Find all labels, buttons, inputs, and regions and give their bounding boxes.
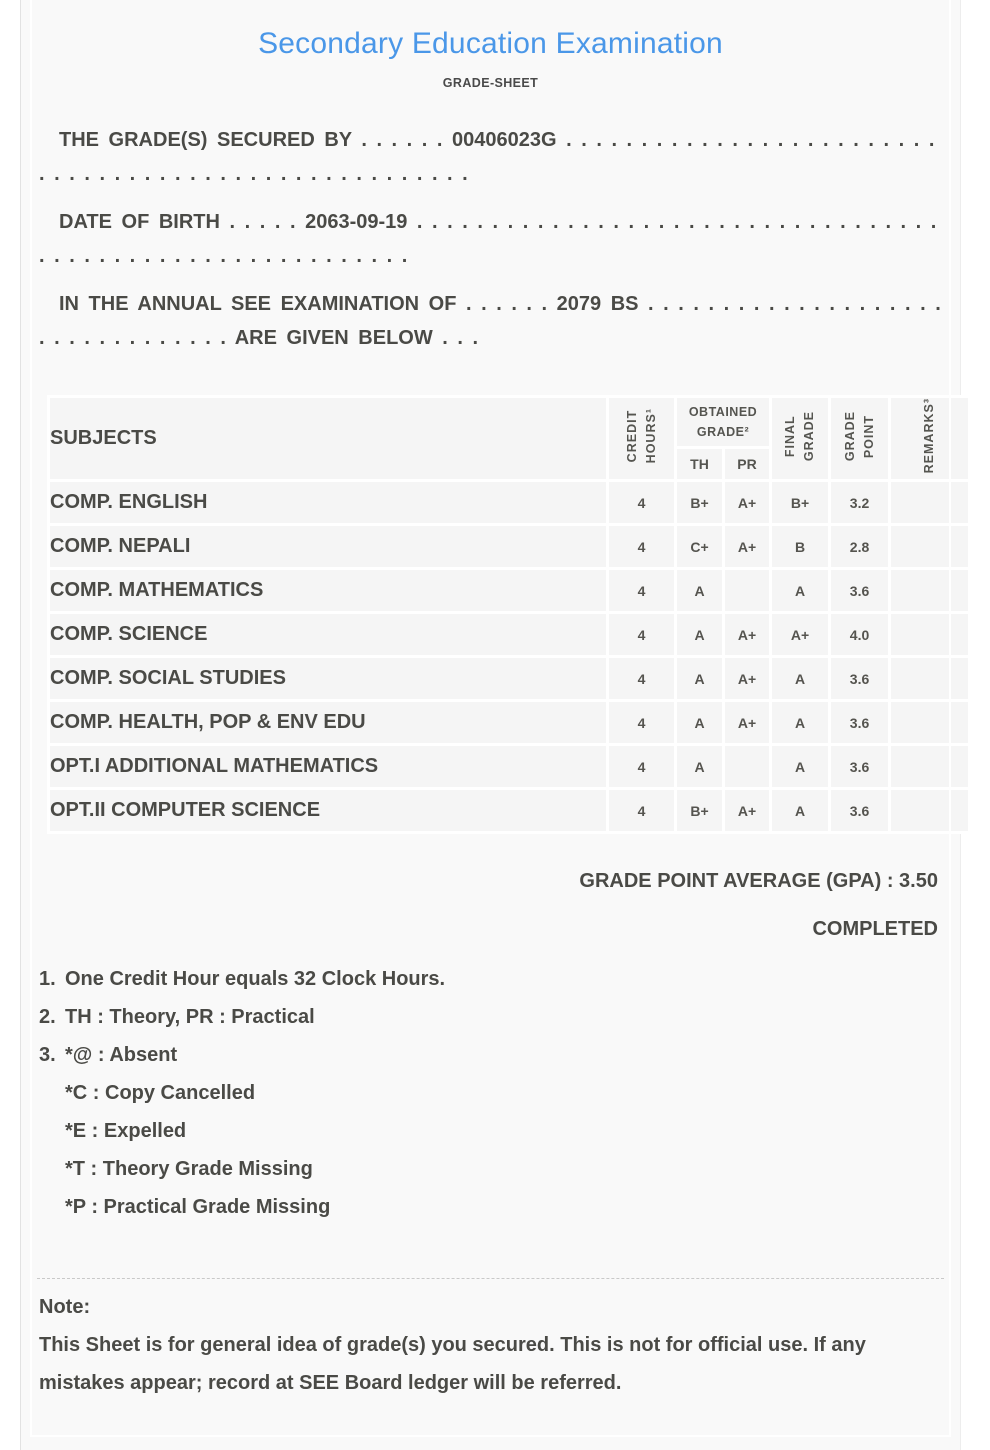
table-row (50, 482, 968, 523)
column-header-subjects: SUBJECTS (50, 398, 606, 479)
footnote-line (39, 1074, 944, 1112)
credit-hours-cell: 4 (609, 482, 674, 523)
practical-grade-cell (725, 570, 769, 611)
footnote-text: *P : Practical Grade Missing (65, 1196, 331, 1218)
column-header-theory: TH (677, 449, 722, 479)
final-grade-cell: A (772, 658, 828, 699)
practical-grade-cell: A+ (725, 482, 769, 523)
footnote-line (39, 998, 944, 1036)
footnote-text: One Credit Hour equals 32 Clock Hours. (65, 968, 446, 990)
final-grade-cell: A+ (772, 614, 828, 655)
footnote-number: 1. (39, 968, 56, 990)
credit-hours-label: CREDIT HOURS¹ (624, 408, 658, 464)
remarks-cell (891, 570, 968, 611)
final-grade-cell: A (772, 570, 828, 611)
footnotes (37, 960, 944, 1226)
final-grade-label: FINAL GRADE (783, 410, 817, 462)
remarks-cell (891, 526, 968, 567)
theory-grade-cell: A (677, 658, 722, 699)
subject-cell: COMP. ENGLISH (50, 482, 606, 523)
grade-point-cell: 3.6 (831, 702, 888, 743)
column-header-obtained-grade: OBTAINED GRADE² (677, 398, 769, 446)
footnote-number: 3. (39, 1044, 56, 1066)
credit-hours-cell: 4 (609, 702, 674, 743)
sheet-subtitle: GRADE-SHEET (442, 76, 539, 90)
column-header-grade-point (831, 398, 888, 479)
footnote-text: *T : Theory Grade Missing (65, 1158, 313, 1180)
footnote-text: *@ : Absent (65, 1044, 178, 1066)
table-row (50, 658, 968, 699)
footnote-text: *C : Copy Cancelled (65, 1082, 256, 1104)
final-grade-cell: A (772, 790, 828, 831)
theory-grade-cell: A (677, 702, 722, 743)
practical-grade-cell: A+ (725, 526, 769, 567)
subject-cell: OPT.II COMPUTER SCIENCE (50, 790, 606, 831)
table-row (50, 790, 968, 831)
footnote-line (39, 1150, 944, 1188)
note-heading: Note: (39, 1296, 91, 1318)
remarks-cell (891, 702, 968, 743)
footnote-text: *E : Expelled (65, 1120, 187, 1142)
examination-statement: IN THE ANNUAL SEE EXAMINATION OF . . . . . . 2079 BS . . . . . . . . . . . . . . . . . . . . . . . . . . . . . . . . . ARE GIVEN BELOW . . . (39, 293, 941, 349)
credit-hours-cell: 4 (609, 526, 674, 567)
grade-point-cell: 3.2 (831, 482, 888, 523)
remarks-cell (891, 790, 968, 831)
subject-cell: COMP. HEALTH, POP & ENV EDU (50, 702, 606, 743)
practical-grade-cell: A+ (725, 614, 769, 655)
subject-cell: COMP. MATHEMATICS (50, 570, 606, 611)
table-row (50, 526, 968, 567)
grade-point-cell: 3.6 (831, 746, 888, 787)
footnote-line (39, 1036, 944, 1074)
column-header-remarks (891, 398, 968, 479)
theory-grade-cell: C+ (677, 526, 722, 567)
grade-point-label: GRADE POINT (842, 410, 876, 462)
result-status: COMPLETED (812, 918, 938, 940)
table-row (50, 570, 968, 611)
footnote-number: 2. (39, 1006, 56, 1028)
practical-grade-cell: A+ (725, 702, 769, 743)
footnote-line (39, 960, 944, 998)
credit-hours-cell: 4 (609, 746, 674, 787)
date-of-birth-statement: DATE OF BIRTH . . . . . 2063-09-19 . . . . . . . . . . . . . . . . . . . . . . . . . . . . . . . . . . . . . . . . . . . . . . . . . . . . . . . . . . . . (39, 211, 937, 267)
column-header-credit-hours (609, 398, 674, 479)
remarks-cell (891, 658, 968, 699)
final-grade-cell: B+ (772, 482, 828, 523)
remarks-cell (891, 614, 968, 655)
remarks-label: REMARKS³ (922, 398, 937, 474)
practical-grade-cell: A+ (725, 790, 769, 831)
column-header-practical: PR (725, 449, 769, 479)
credit-hours-cell: 4 (609, 790, 674, 831)
table-row (50, 702, 968, 743)
grades-table-body (50, 482, 968, 831)
grade-point-cell: 4.0 (831, 614, 888, 655)
theory-grade-cell: B+ (677, 790, 722, 831)
table-row (50, 746, 968, 787)
theory-grade-cell: A (677, 746, 722, 787)
subject-cell: COMP. NEPALI (50, 526, 606, 567)
theory-grade-cell: B+ (677, 482, 722, 523)
secured-by-statement: THE GRADE(S) SECURED BY . . . . . . 00406023G . . . . . . . . . . . . . . . . . . . . . . . . . . . . . . . . . . . . . . . . . . . . . . . . . . . . . . (39, 129, 935, 185)
grades-table (47, 395, 971, 834)
theory-grade-cell: A (677, 614, 722, 655)
credit-hours-cell: 4 (609, 658, 674, 699)
final-grade-cell: A (772, 746, 828, 787)
table-row (50, 614, 968, 655)
footnote-text: TH : Theory, PR : Practical (65, 1006, 315, 1028)
gpa-summary: GRADE POINT AVERAGE (GPA) : 3.50 (579, 870, 938, 892)
subject-cell: COMP. SOCIAL STUDIES (50, 658, 606, 699)
grade-point-cell: 3.6 (831, 658, 888, 699)
credit-hours-cell: 4 (609, 570, 674, 611)
grade-point-cell: 3.6 (831, 570, 888, 611)
footnote-line (39, 1188, 944, 1226)
footnote-line (39, 1112, 944, 1150)
grade-point-cell: 2.8 (831, 526, 888, 567)
page-title: Secondary Education Examination (258, 27, 723, 60)
practical-grade-cell (725, 746, 769, 787)
final-grade-cell: A (772, 702, 828, 743)
final-grade-cell: B (772, 526, 828, 567)
column-header-final-grade (772, 398, 828, 479)
credit-hours-cell: 4 (609, 614, 674, 655)
subject-cell: OPT.I ADDITIONAL MATHEMATICS (50, 746, 606, 787)
grade-point-cell: 3.6 (831, 790, 888, 831)
grade-sheet-card (20, 0, 961, 1450)
practical-grade-cell: A+ (725, 658, 769, 699)
note-text: This Sheet is for general idea of grade(s) you secured. This is not for official use. If any mistakes appear; record at SEE Board ledger will be referred. (39, 1334, 866, 1394)
dashed-divider (37, 1278, 944, 1279)
theory-grade-cell: A (677, 570, 722, 611)
remarks-cell (891, 482, 968, 523)
remarks-cell (891, 746, 968, 787)
subject-cell: COMP. SCIENCE (50, 614, 606, 655)
